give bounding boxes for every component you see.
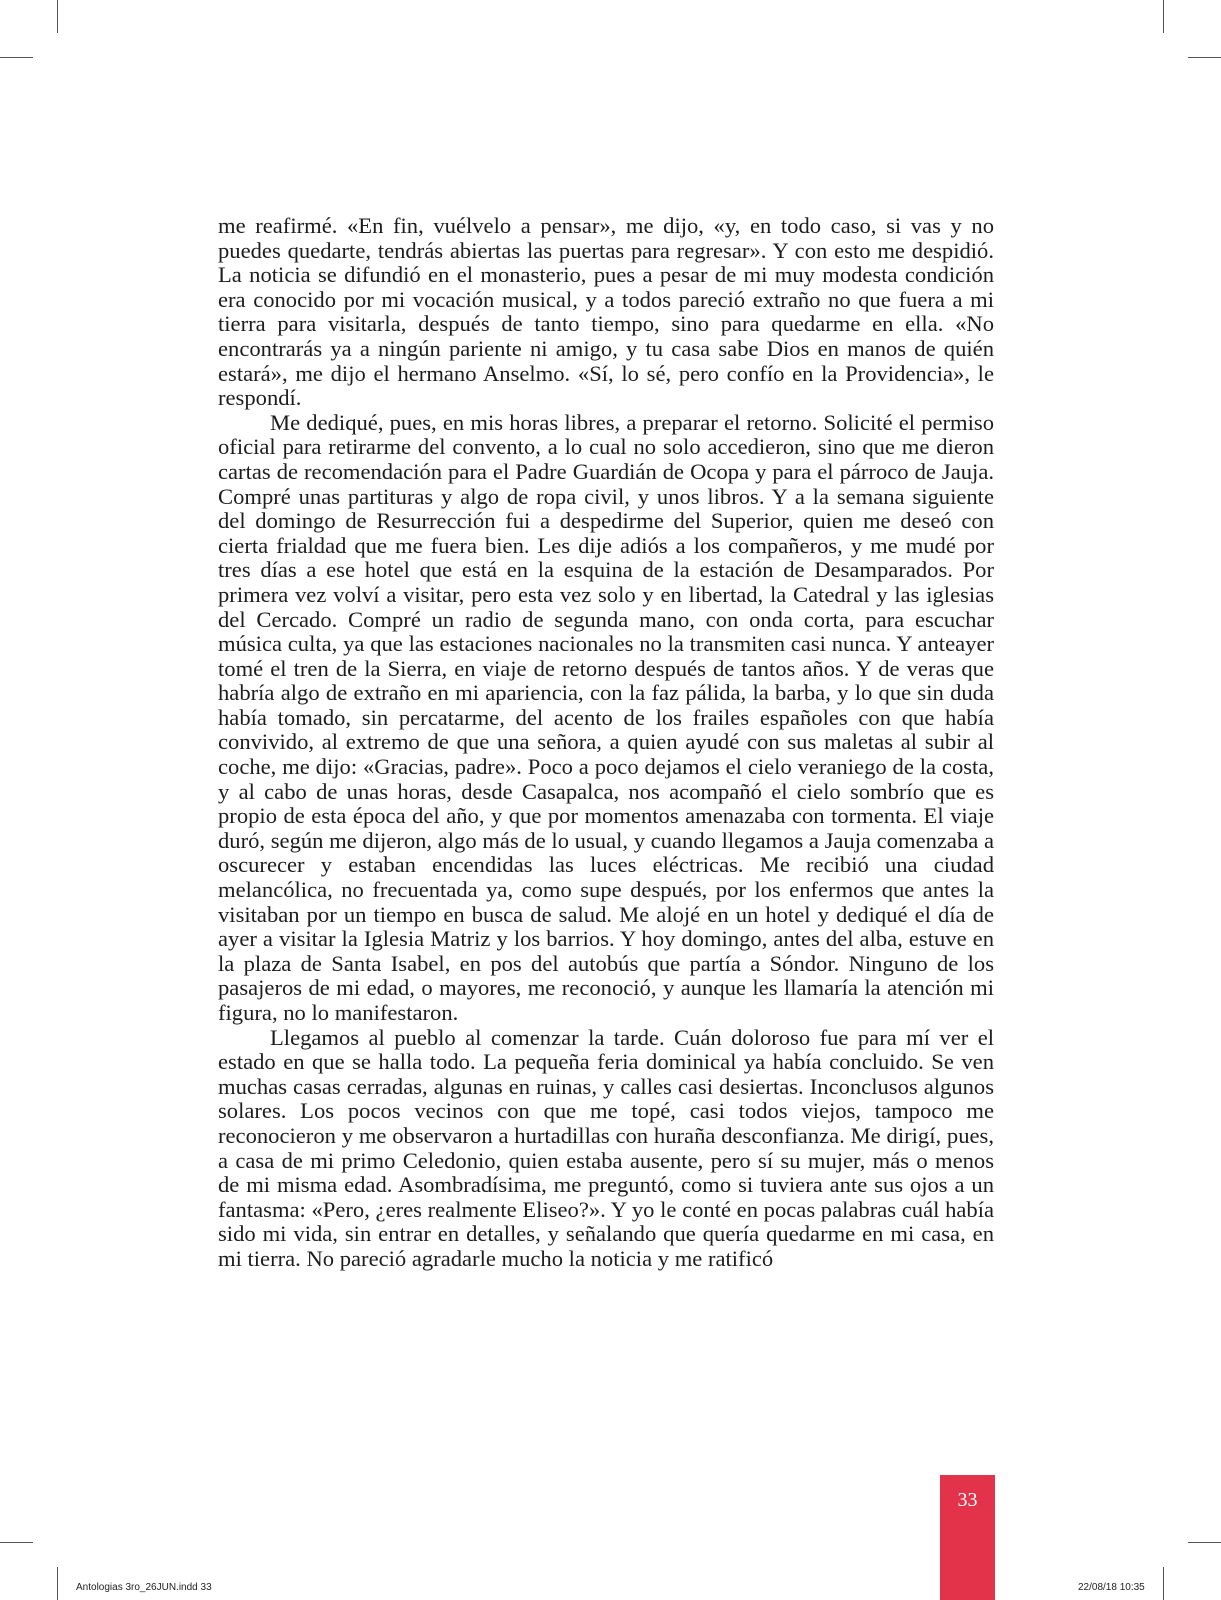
crop-mark-top-right [1163,0,1164,33]
body-text [218,214,994,1272]
crop-mark-left-top [0,57,33,58]
slug-file-name: Antologias 3ro_26JUN.indd 33 [76,1582,212,1593]
paragraph-3: Llegamos al pueblo al comenzar la tarde. Cuán doloroso fue para mí ver el estado en que se halla todo. La pequeña feria dominical ya había concluido. Se ven muchas casas cerradas, algunas en ruinas, y calles casi desiertas. Inconclusos algunos solares. Los pocos vecinos con que me topé, casi todos viejos, tampoco me reconocieron y me observaron a hurtadillas con huraña desconfianza. Me dirigí, pues, a casa de mi primo Celedonio, quien estaba ausente, pero sí su mujer, más o menos de mi misma edad. Asombradísima, me preguntó, como si tuviera ante sus ojos a un fantasma: «Pero, ¿eres realmente Eliseo?». Y yo le conté en pocas palabras cuál había sido mi vida, sin entrar en detalles, y señalando que quería quedarme en mi casa, en mi tierra. No pareció agradarle mucho la noticia y me ratificó [218,1024,994,1271]
page-number: 33 [957,1489,978,1511]
crop-mark-top-left [57,0,58,33]
crop-mark-bottom-right [1163,1567,1164,1600]
crop-mark-bottom-left [57,1567,58,1600]
page-number-tab [940,1475,995,1600]
paragraph-2: Me dediqué, pues, en mis horas libres, a preparar el retorno. Solicité el permiso oficial para retirarme del convento, a lo cual no solo accedieron, sino que me dieron cartas de recomendación para el Padre Guardián de Ocopa y para el párroco de Jauja. Compré unas partituras y algo de ropa civil, y unos libros. Y a la semana siguiente del domingo de Resurrección fui a despedirme del Superior, quien me deseó con cierta frialdad que me fuera bien. Les dije adiós a los compañeros, y me mudé por tres días a ese hotel que está en la esquina de la estación de Desamparados. Por primera vez volví a visitar, pero esta vez solo y en libertad, la Catedral y las iglesias del Cercado. Compré un radio de segunda mano, con onda corta, para escuchar música culta, ya que las estaciones nacionales no la transmiten casi nunca. Y anteayer tomé el tren de la Sierra, en viaje de retorno después de tantos años. Y de veras que habría algo de extraño en mi apariencia, con la faz pálida, la barba, y lo que sin duda había tomado, sin percatarme, del acento de los frailes españoles con que había convivido, al extremo de que una señora, a quien ayudé con sus maletas al subir al coche, me dijo: «Gracias, padre». Poco a poco dejamos el cielo veraniego de la costa, y al cabo de unas horas, desde Casapalca, nos acompañó el cielo sombrío que es propio de esta época del año, y que por momentos amenazaba con tormenta. El viaje duró, según me dijeron, algo más de lo usual, y cuando llegamos a Jauja comenzaba a oscurecer y estaban encendidas las luces eléctricas. Me recibió una ciudad melancólica, no frecuentada ya, como supe después, por los enfermos que antes la visitaban por un tiempo en busca de salud. Me alojé en un hotel y dediqué el día de ayer a visitar la Iglesia Matriz y los barrios. Y hoy domingo, antes del alba, estuve en la plaza de Santa Isabel, en pos del autobús que partía a Sóndor. Ninguno de los pasajeros de mi edad, o mayores, me reconoció, y aunque les llamaría la atención mi figura, no lo manifestaron. [218,409,994,1025]
crop-mark-right-top [1188,57,1221,58]
crop-mark-right-bottom [1188,1542,1221,1543]
paragraph-1: me reafirmé. «En fin, vuélvelo a pensar», me dijo, «y, en todo caso, si vas y no puedes quedarte, tendrás abiertas las puertas para regresar». Y con esto me despidió. La noticia se difundió en el monasterio, pues a pesar de mi muy modesta condición era conocido por mi vocación musical, y a todos pareció extraño no que fuera a mi tierra para visitarla, después de tanto tiempo, sino para quedarme en ella. «No encontrarás ya a ningún pariente ni amigo, y tu casa sabe Dios en manos de quién estará», me dijo el hermano Anselmo. «Sí, lo sé, pero confío en la Providencia», le respondí. [218,213,994,411]
slug-timestamp: 22/08/18 10:35 [1078,1582,1145,1593]
crop-mark-left-bottom [0,1542,33,1543]
